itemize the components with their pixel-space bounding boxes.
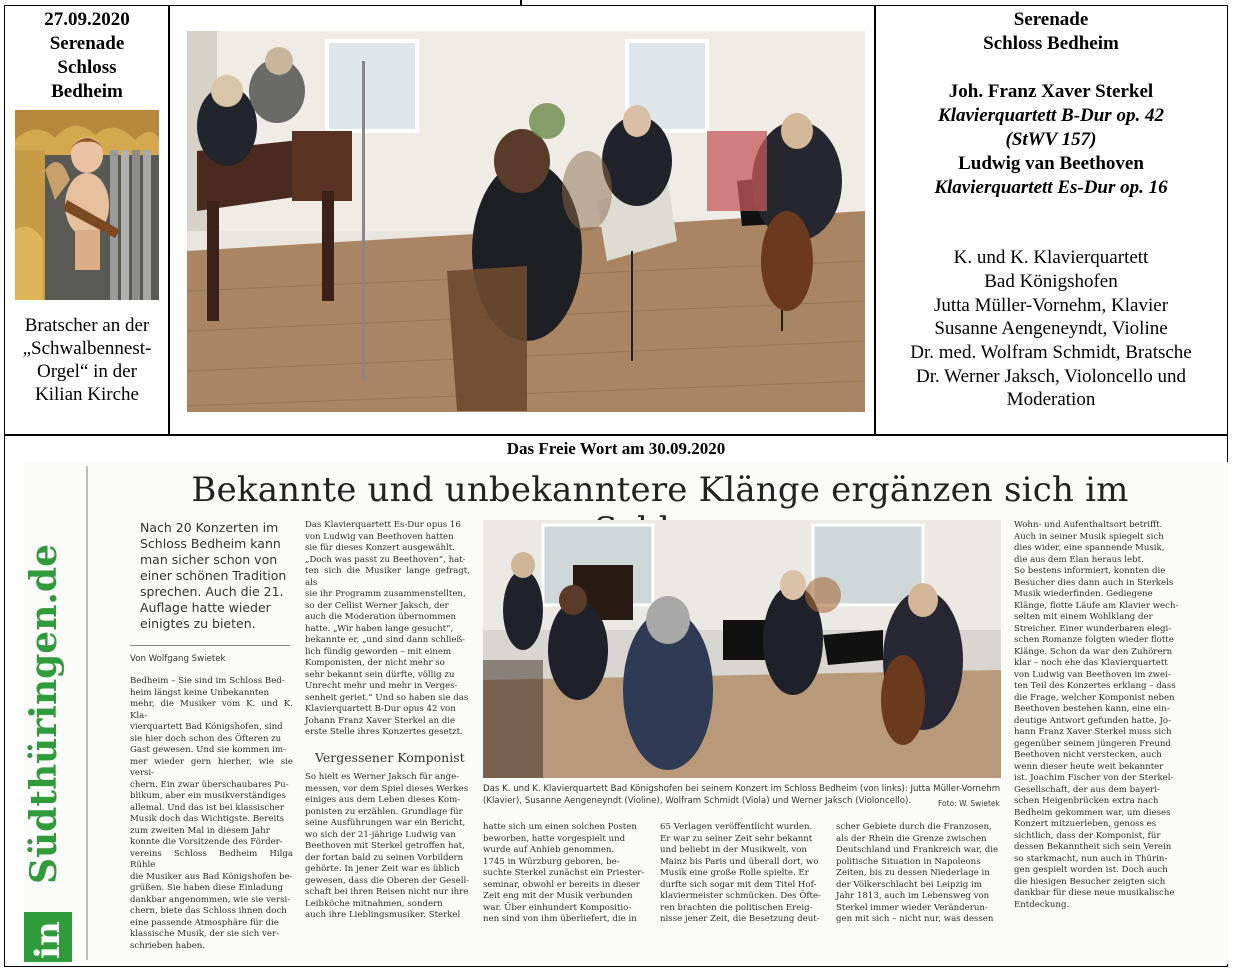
article-text-line: mer wieder gern hierher, wie sie versi-	[130, 756, 293, 778]
article-text-line: Bedheim – Sie sind im Schloss Bed-	[130, 676, 285, 686]
lead-line: Schloss Bedheim kann	[140, 536, 281, 551]
article-text-line: 1745 in Würzburg geboren, be-	[483, 856, 620, 867]
work-title: Klavierquartett B-Dur op. 42	[938, 105, 1164, 126]
article-text-line: grüßen. Sie haben diese Einladung	[130, 883, 283, 893]
article-text-line: die Frage, welcher Komponist neben	[1014, 692, 1175, 703]
article-text-line: Beethoven nicht verstecken, auch	[1014, 750, 1162, 760]
article-text-line: So hielt es Werner Jaksch für ange-	[305, 772, 460, 782]
article-column-3	[483, 822, 648, 926]
ensemble-line: Dr. Werner Jaksch, Violoncello und	[916, 366, 1186, 387]
column-subhead: Vergessener Komponist	[315, 750, 465, 765]
article-text-line: klaviermeister schmücken. Des Öfte-	[660, 891, 821, 901]
left-caption-line: Orgel“ in der	[37, 361, 137, 382]
article-text-line: chern. Ein zwar überschaubares Pu-	[130, 779, 289, 790]
article-text-line: von Ludwig van Beethoven hatten	[305, 531, 454, 542]
article-text-line: sichtlich, dass der Komponist, für	[1014, 830, 1161, 841]
article-text-line: Klänge, flotte Läufe am Klavier wech-	[1014, 600, 1179, 611]
article-text-line: nisse jener Zeit, die Besetzung deut-	[660, 914, 820, 924]
left-title-line: Bedheim	[51, 81, 123, 102]
article-text-line: wurde auf Anhieb genommen.	[483, 845, 615, 855]
article-text-line: Auch in seiner Musik spiegelt sich	[1014, 531, 1164, 542]
article-text-line: vierquartett Bad Königshofen, sind	[130, 722, 283, 732]
article-text-line: hatte sich um einen solchen Posten	[483, 822, 637, 832]
article-text-line: nen sind von ihm überliefert, die in	[483, 914, 637, 924]
article-column-1	[130, 676, 293, 952]
article-text-line: gen mit sich – nicht nur, was dessen	[836, 914, 994, 924]
article-text-line: wenn dieser heute weit bekannter	[1014, 761, 1164, 772]
article-text-line: suchte Sterkel zunächst ein Priester-	[483, 868, 645, 878]
article-text-line: seine Ausführungen war ein Bericht,	[305, 818, 466, 828]
left-caption-line: Kilian Kirche	[35, 384, 139, 405]
article-text-line: die Musiker aus Bad Königshofen be-	[130, 871, 293, 882]
composer-name: Joh. Franz Xaver Sterkel	[948, 81, 1154, 102]
left-caption-line: Bratscher an der	[24, 315, 150, 336]
article-text-line: der fortan bald zu seinen Vorbildern	[305, 852, 464, 863]
article-text-line: konnte die Vorsitzende des Förder-	[130, 837, 283, 847]
ensemble-line: Dr. med. Wolfram Schmidt, Bratsche	[910, 342, 1192, 363]
article-column-5	[836, 822, 1001, 926]
article-text-line: sie für dieses Konzert ausgewählt.	[305, 543, 455, 553]
lead-line: man sicher schon von	[140, 552, 278, 567]
lead-line: Auflage hatte wieder	[140, 600, 271, 615]
ensemble-line: Jutta Müller-Vornehm, Klavier	[933, 295, 1169, 316]
article-text-line: die hiesigen Besucher zeigten sich	[1014, 876, 1166, 887]
article-column-6	[1014, 520, 1180, 911]
article-text-line: „Doch was passt zu Beethoven“, hat-	[305, 554, 466, 565]
article-text-line: einiges aus dem Leben dieses Kom-	[305, 795, 461, 805]
article-text-line: blikum, aber ein musikverständiges	[130, 791, 286, 801]
article-text-line: der Völkerschlacht bei Leipzig im	[836, 879, 982, 890]
article-column-2b	[305, 772, 470, 922]
article-text-line: Sterkel immer wieder Veränderun-	[836, 902, 988, 913]
article-text-line: war. Über einhundert Kompositio-	[483, 902, 632, 913]
byline-rule	[130, 645, 290, 646]
organ-angel-photo	[15, 110, 159, 300]
article-text-line: dies wider, eine spannende Musik,	[1014, 543, 1165, 553]
article-text-line: Johann Franz Xaver Sterkel an die	[305, 715, 456, 726]
article-text-line: gewesen, dass die Oberen der Gesell-	[305, 875, 470, 886]
article-text-line: heim längst keine Unbekannten	[130, 687, 269, 698]
article-text-line: ist. Joachim Fischer von der Sterkel-	[1014, 773, 1174, 783]
lead-line: einer schönen Tradition	[140, 568, 287, 583]
article-text-line: sie ihr Programm zusammenstellten,	[305, 589, 466, 599]
concert-date: 27.09.2020	[44, 9, 130, 30]
article-text-line: Er war zu seiner Zeit sehr bekannt	[660, 833, 813, 844]
article-text-line: die aus dem Elan heraus lebt.	[1014, 554, 1144, 565]
article-text-line: dessen Bekanntheit sich sein Verein	[1014, 842, 1172, 852]
article-text-line: Entdeckung.	[1014, 899, 1070, 910]
ensemble-line: Moderation	[1006, 389, 1096, 410]
photo-credit: Foto: W. Swietek	[938, 799, 1000, 808]
logo-site-text: Südthüringen.de	[23, 544, 65, 884]
concert-photo	[187, 31, 865, 412]
article-text-line: erste Stelle ihres Konzertes gesetzt.	[305, 727, 463, 737]
ensemble-line: K. und K. Klavierquartett	[953, 247, 1149, 268]
article-text-line: ponisten zu erzählen. Grundlage für	[305, 806, 463, 817]
right-title-line: Schloss Bedheim	[983, 33, 1119, 54]
article-text-line: politische Situation in Napoleons	[836, 856, 981, 867]
work-title: (StWV 157)	[1005, 129, 1097, 150]
article-text-line: wo sich der 21-jährige Ludwig van	[305, 829, 456, 840]
article-text-line: Deutschland und Frankreich war, die	[836, 845, 999, 855]
article-text-line: mehr, die Musiker vom K. und K. Kla-	[130, 699, 293, 721]
article-text-line: Beethoven mit Sterkel getroffen hat,	[305, 841, 465, 851]
article-text-line: als der Rhein die Grenze zwischen	[836, 833, 987, 844]
article-text-line: Zeiten, bis zu dessen Niederlage in	[836, 868, 990, 878]
article-source-header: Das Freie Wort am 30.09.2020	[506, 439, 726, 458]
article-text-line: schen Romanze folgten wieder flotte	[1014, 635, 1174, 645]
article-text-line: gen gespielt worden ist. Doch auch	[1014, 865, 1168, 875]
lead-line: sprechen. Auch die 21.	[140, 584, 284, 599]
article-text-line: klassische Musik, der sie sich ver-	[130, 929, 279, 939]
article-text-line: scher Gebiete durch die Franzosen,	[836, 822, 992, 832]
lead-line: Nach 20 Konzerten im	[140, 520, 279, 535]
article-column-2	[305, 520, 470, 739]
photo-caption: Das K. und K. Klavierquartett Bad Königshofen bei seinem Konzert im Schloss Bedheim (von links): Jutta Müller-Vornehm	[483, 784, 1001, 794]
article-text-line: Komponisten, der nicht mehr so	[305, 658, 445, 668]
article-text-line: Wohn- und Aufenthaltsort betrifft.	[1014, 520, 1163, 530]
article-text-line: auch ihre Lieblingsmusiker. Sterkel	[305, 910, 461, 920]
divider	[4, 434, 1228, 436]
lead-line: einigtes zu bieten.	[140, 616, 256, 631]
article-text-line: chern, biete das Schloss ihnen doch	[130, 906, 287, 916]
article-text-line: schen Heigenbrücken extra nach	[1014, 796, 1159, 806]
article-text-line: Besucher dies dann auch in Sterkels	[1014, 577, 1174, 588]
article-text-line: 65 Verlagen veröffentlicht wurden.	[660, 822, 813, 832]
article-text-line: allemal. Und das ist bei klassischer	[130, 802, 284, 813]
article-text-line: Gast gewesen. Und sie kommen im-	[130, 745, 286, 755]
work-title: Klavierquartett Es-Dur op. 16	[934, 177, 1168, 198]
divider	[520, 0, 522, 6]
article-text-line: Jahr 1813, auch im Lebensweg von	[836, 891, 990, 901]
article-text-line: Streicher. Einer wunderbaren elegi-	[1014, 623, 1172, 634]
article-text-line: Leibköche mitnahmen, sondern	[305, 898, 443, 909]
divider	[168, 5, 170, 435]
article-text-line: beworben, hatte vorgespielt und	[483, 833, 626, 844]
article-text-line: Beethoven bestehen kann, eine ein-	[1014, 704, 1170, 714]
article-text-line: ten Teil des Konzertes erklang – dass	[1014, 681, 1176, 691]
article-text-line: seminar, obwohl er bereits in dieser	[483, 879, 640, 890]
article-text-line: ren brachten die politischen Ereig-	[660, 902, 813, 913]
article-text-line: Klänge. Schon da war den Zuhörern	[1014, 646, 1173, 657]
article-text-line: lich fündig geworden – mit einem	[305, 646, 452, 657]
article-text-line: selten mit einem Wohlklang der	[1014, 612, 1153, 622]
article-text-line: Musik eine große Rolle spielte. Er	[660, 868, 809, 878]
article-text-line: gegenüber seinem jüngeren Freund	[1014, 738, 1171, 749]
article-text-line: klar – noch ehe das Klavierquartett	[1014, 658, 1168, 668]
article-text-line: Mainz bis Paris und überall dort, wo	[660, 856, 819, 867]
article-text-line: dankbar für diese neue musikalische	[1014, 888, 1175, 898]
article-text-line: dankbar angenommen, wie sie versi-	[130, 894, 291, 905]
newspaper-photo	[483, 520, 1001, 778]
article-text-line: hatte. „Wir haben lange gesucht“,	[305, 623, 454, 634]
article-text-line: so starkmacht, nun auch in Thürin-	[1014, 853, 1168, 864]
left-title-line: Serenade	[49, 33, 125, 54]
article-text-line: zum zweiten Mal in diesem Jahr	[130, 825, 270, 836]
article-text-line: sie hier doch schon des Öfteren zu	[130, 733, 282, 744]
right-title-line: Serenade	[1013, 9, 1089, 30]
article-text-line: Musik doch das Wichtigste. Bereits	[130, 814, 285, 824]
article-text-line: senheit geriet.“ Und so haben sie das	[305, 692, 469, 703]
article-text-line: deutige Antwort gefunden hatte. Jo-	[1014, 715, 1171, 726]
article-text-line: so der Cellist Werner Jaksch, der	[305, 600, 449, 611]
article-text-line: auch die Moderation übernommen	[305, 612, 457, 622]
logo-in-text: in	[28, 921, 68, 959]
left-caption-line: „Schwalbennest-	[22, 338, 152, 359]
article-text-line: gehörte. In jener Zeit war es üblich	[305, 864, 460, 874]
composer-name: Ludwig van Beethoven	[958, 153, 1144, 174]
article-text-line: Musik wiederfinden. Gediegene	[1014, 589, 1153, 599]
left-title-line: Schloss	[57, 57, 117, 78]
article-text-line: von Ludwig van Beethoven im zwei-	[1014, 669, 1171, 680]
ensemble-line: Susanne Aengeneyndt, Violine	[934, 318, 1168, 339]
article-text-line: und beliebt in der Musikwelt, von	[660, 845, 807, 855]
article-text-line: bekannte er, „und sind dann schließ-	[305, 635, 466, 645]
article-text-line: eine passende Atmosphäre für die	[130, 917, 279, 928]
article-text-line: Unrecht mehr und mehr in Verges-	[305, 681, 458, 691]
article-text-line: Konzert mitzuerleben, genoss es	[1014, 819, 1157, 829]
article-text-line: Bedheim gekommen war, um dieses	[1014, 807, 1171, 818]
logo-divider	[86, 466, 88, 960]
article-text-line: Gesellschaft, der aus dem bayeri-	[1014, 784, 1160, 795]
article-text-line: hann Franz Xaver Sterkel muss sich	[1014, 727, 1172, 737]
article-text-line: schrieben haben.	[130, 940, 206, 951]
article-text-line: schaft bei ihren Reisen nicht nur ihre	[305, 887, 469, 897]
suedthueringen-logo	[24, 472, 76, 962]
article-text-line: Das Klavierquartett Es-Dur opus 16	[305, 520, 461, 530]
ensemble-line: Bad Königshofen	[984, 271, 1118, 292]
article-headline: Bekannte und unbekanntere Klänge ergänzen sich im	[191, 470, 1129, 510]
article-text-line: messen, vor dem Spiel dieses Werkes	[305, 783, 469, 794]
article-text-line: Klavierquartett B-Dur opus 42 von	[305, 704, 456, 714]
article-column-4	[660, 822, 825, 926]
photo-caption: (Klavier), Susanne Aengeneyndt (Violine), Wolfram Schmidt (Viola) und Werner Jaksch (Violoncello).	[483, 796, 912, 806]
article-text-line: ten sich die Musiker lange gefragt, als	[305, 566, 470, 588]
article-text-line: Zeit eng mit der Musik verbunden	[483, 891, 633, 901]
article-text-line: durfte sich sogar mit dem Titel Hof-	[660, 879, 817, 890]
article-text-line: vereins Schloss Bedheim Hilga Rühle	[130, 848, 293, 870]
article-text-line: sehr bekannt sein dürfte, völlig zu	[305, 669, 455, 680]
article-text-line: So bestens informiert, konnten die	[1014, 566, 1166, 576]
byline: Von Wolfgang Swietek	[130, 654, 226, 664]
